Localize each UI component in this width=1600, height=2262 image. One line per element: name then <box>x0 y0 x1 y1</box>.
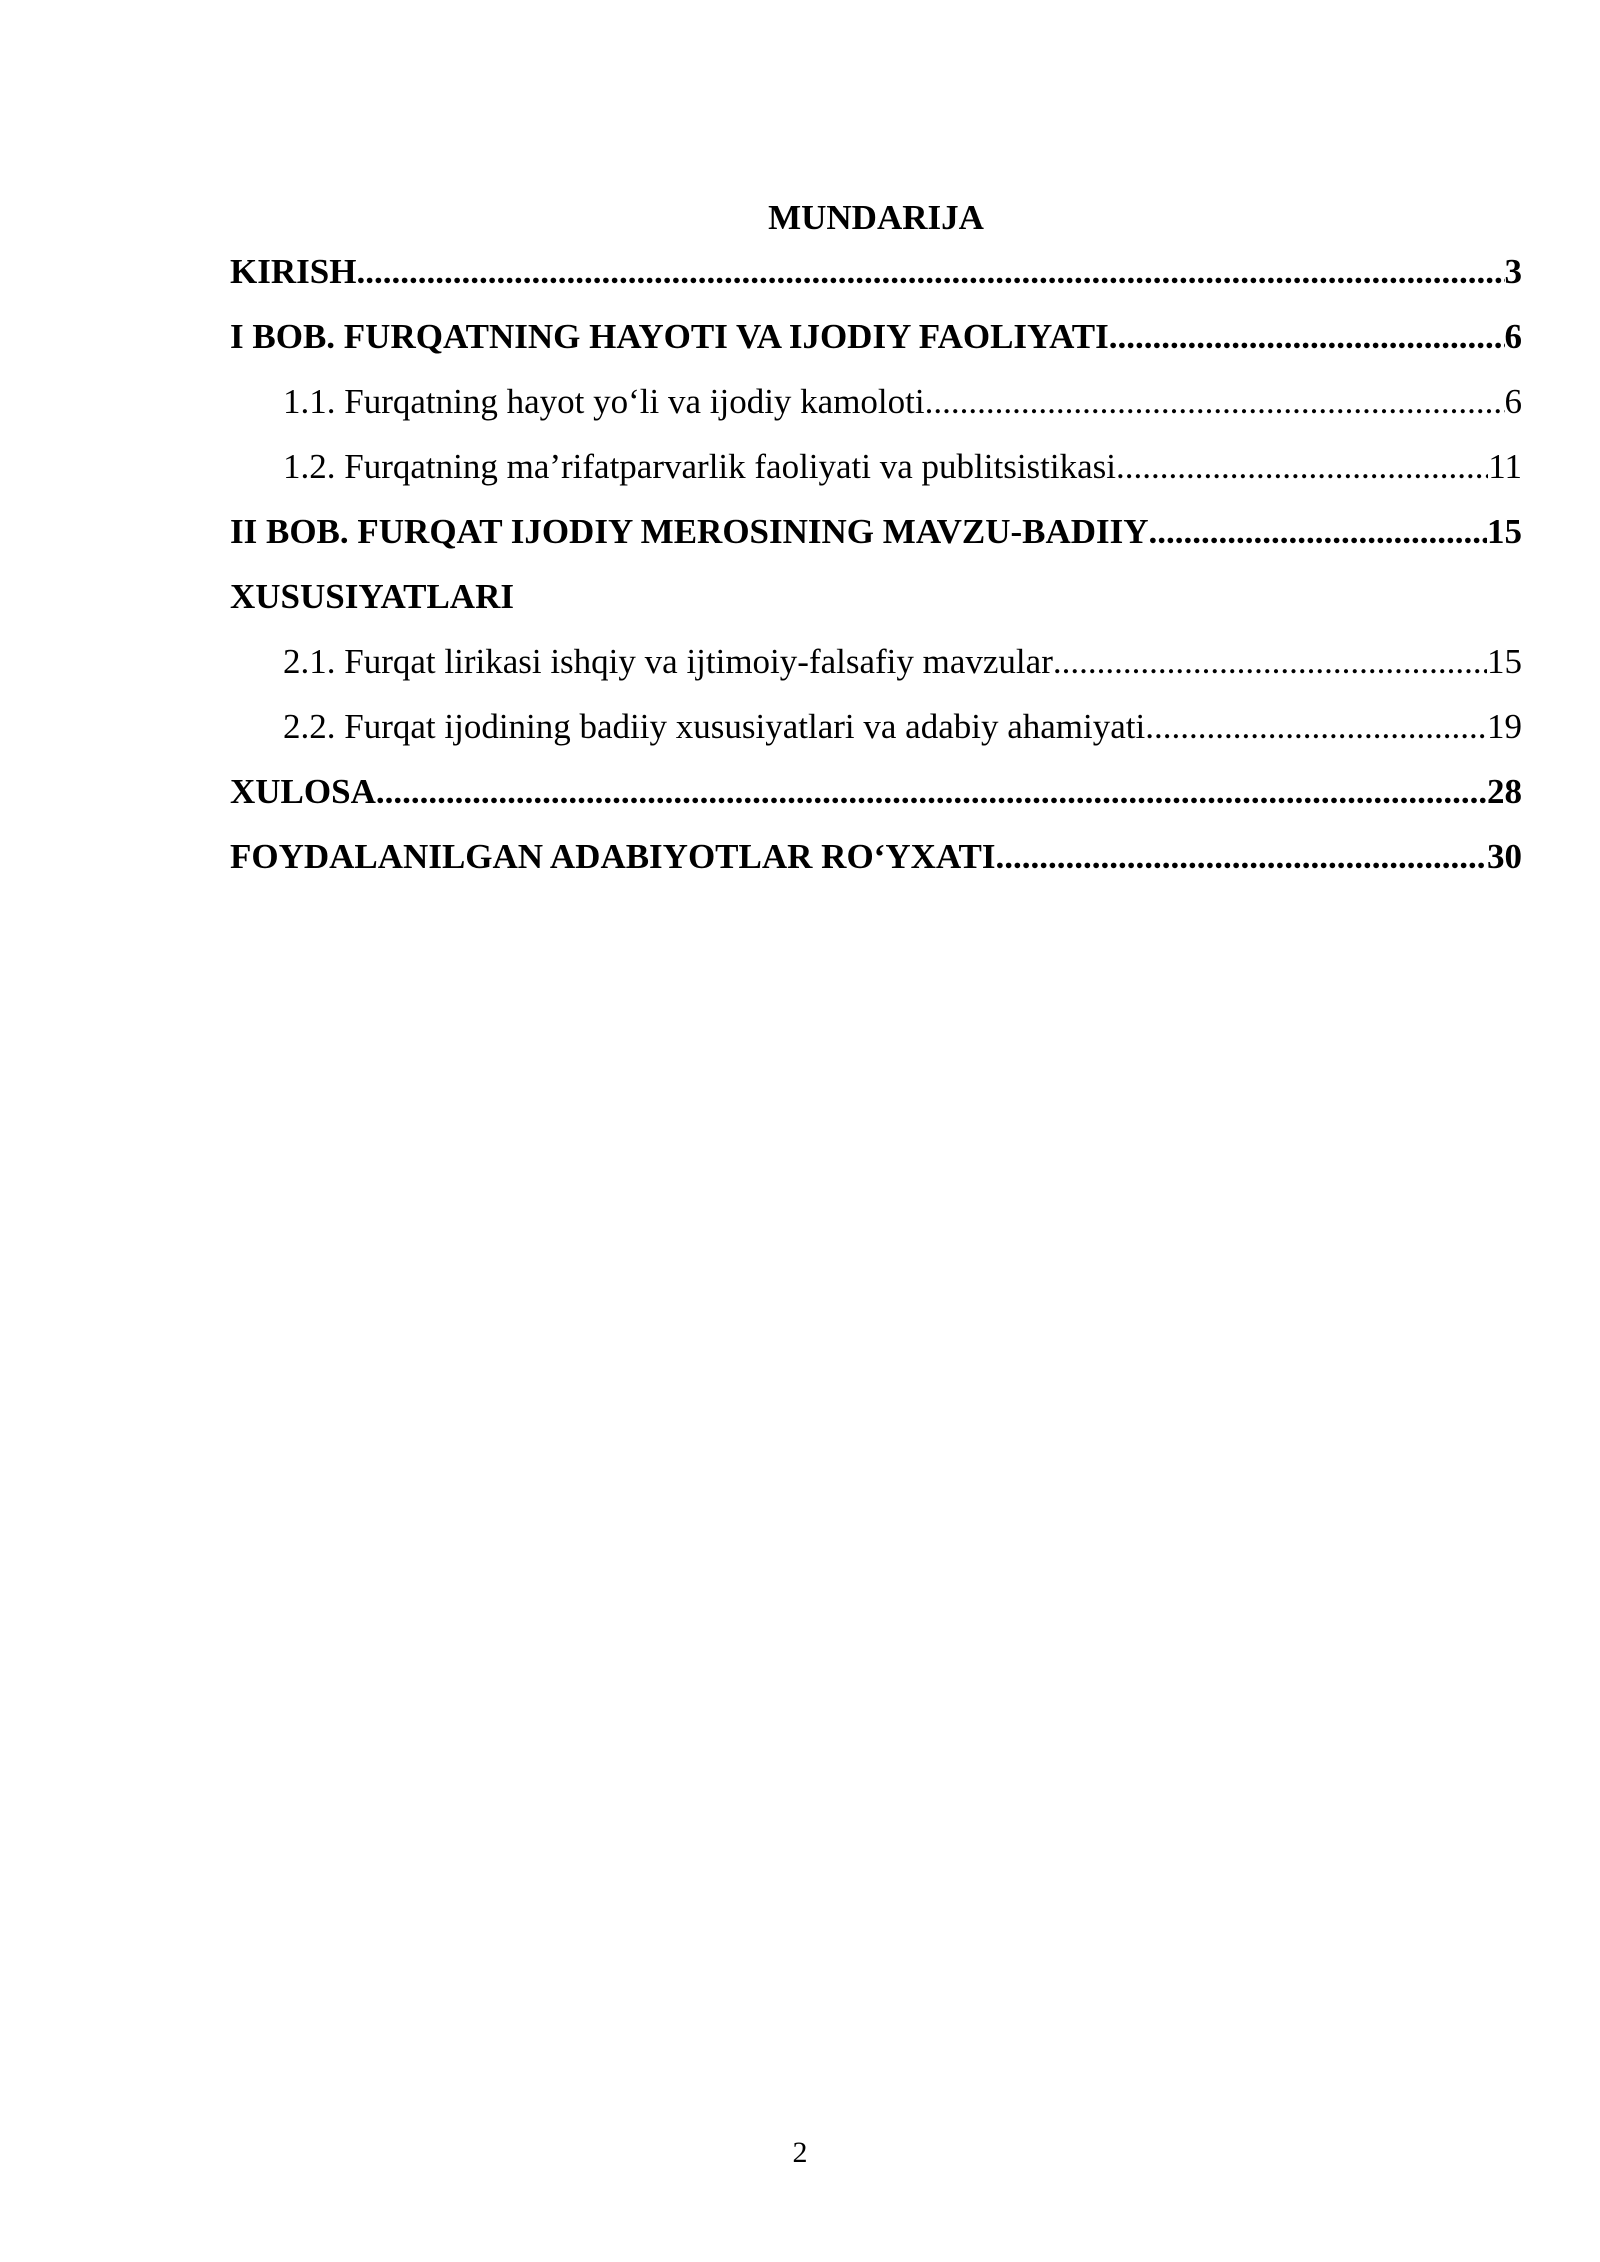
toc-entry-label: I BOB. FURQATNING HAYOTI VA IJODIY FAOLIYATI <box>230 317 1109 356</box>
toc-entry-section-1-1 <box>230 369 1522 434</box>
toc-entry-section-1-2 <box>230 434 1522 499</box>
page-number: 2 <box>792 2136 808 2169</box>
toc-entry-chapter-1 <box>230 304 1522 369</box>
toc-dot-leader <box>996 824 1487 889</box>
toc-page-number: 30 <box>1487 837 1522 876</box>
toc-page-number: 6 <box>1504 317 1522 356</box>
toc-entry-label: 1.1. Furqatning hayot yo‘li va ijodiy kamoloti <box>283 382 925 421</box>
toc-dot-leader <box>925 369 1505 434</box>
toc-page-number: 3 <box>1504 252 1522 291</box>
toc-entry-section-2-1 <box>230 629 1522 694</box>
page-title: MUNDARIJA <box>768 198 984 237</box>
toc-entry-label: FOYDALANILGAN ADABIYOTLAR RO‘YXATI <box>230 837 996 876</box>
toc-dot-leader <box>1149 499 1487 564</box>
toc-page-number: 15 <box>1487 512 1522 551</box>
toc-page-number: 19 <box>1487 707 1522 746</box>
toc-dot-leader <box>376 759 1487 824</box>
toc-entry-label: II BOB. FURQAT IJODIY MEROSINING MAVZU-BADIIY <box>230 512 1149 551</box>
toc-dot-leader <box>1116 434 1488 499</box>
toc-page-number: 6 <box>1504 382 1522 421</box>
toc-entry-label: 2.1. Furqat lirikasi ishqiy va ijtimoiy-falsafiy mavzular <box>283 642 1053 681</box>
toc-dot-leader <box>356 239 1504 304</box>
toc-page-number: 11 <box>1488 447 1522 486</box>
toc-dot-leader <box>1109 304 1505 369</box>
toc-page-number: 28 <box>1487 772 1522 811</box>
toc-entry-xulosa <box>230 759 1522 824</box>
toc-entry-kirish <box>230 239 1522 304</box>
toc-entry-continuation: XUSUSIYATLARI <box>230 577 514 616</box>
toc-entry-section-2-2 <box>230 694 1522 759</box>
toc-entry-label: 2.2. Furqat ijodining badiiy xususiyatlari va adabiy ahamiyati <box>283 707 1146 746</box>
toc-entry-label: XULOSA <box>230 772 376 811</box>
toc-entry-references <box>230 824 1522 889</box>
toc-dot-leader <box>1145 694 1487 759</box>
toc-page-number: 15 <box>1487 642 1522 681</box>
toc-entry-label: 1.2. Furqatning ma’rifatparvarlik faoliyati va publitsistikasi <box>283 447 1117 486</box>
table-of-contents <box>230 239 1522 889</box>
toc-entry-label: KIRISH <box>230 252 357 291</box>
toc-entry-chapter-2 <box>230 499 1522 564</box>
toc-dot-leader <box>1053 629 1487 694</box>
